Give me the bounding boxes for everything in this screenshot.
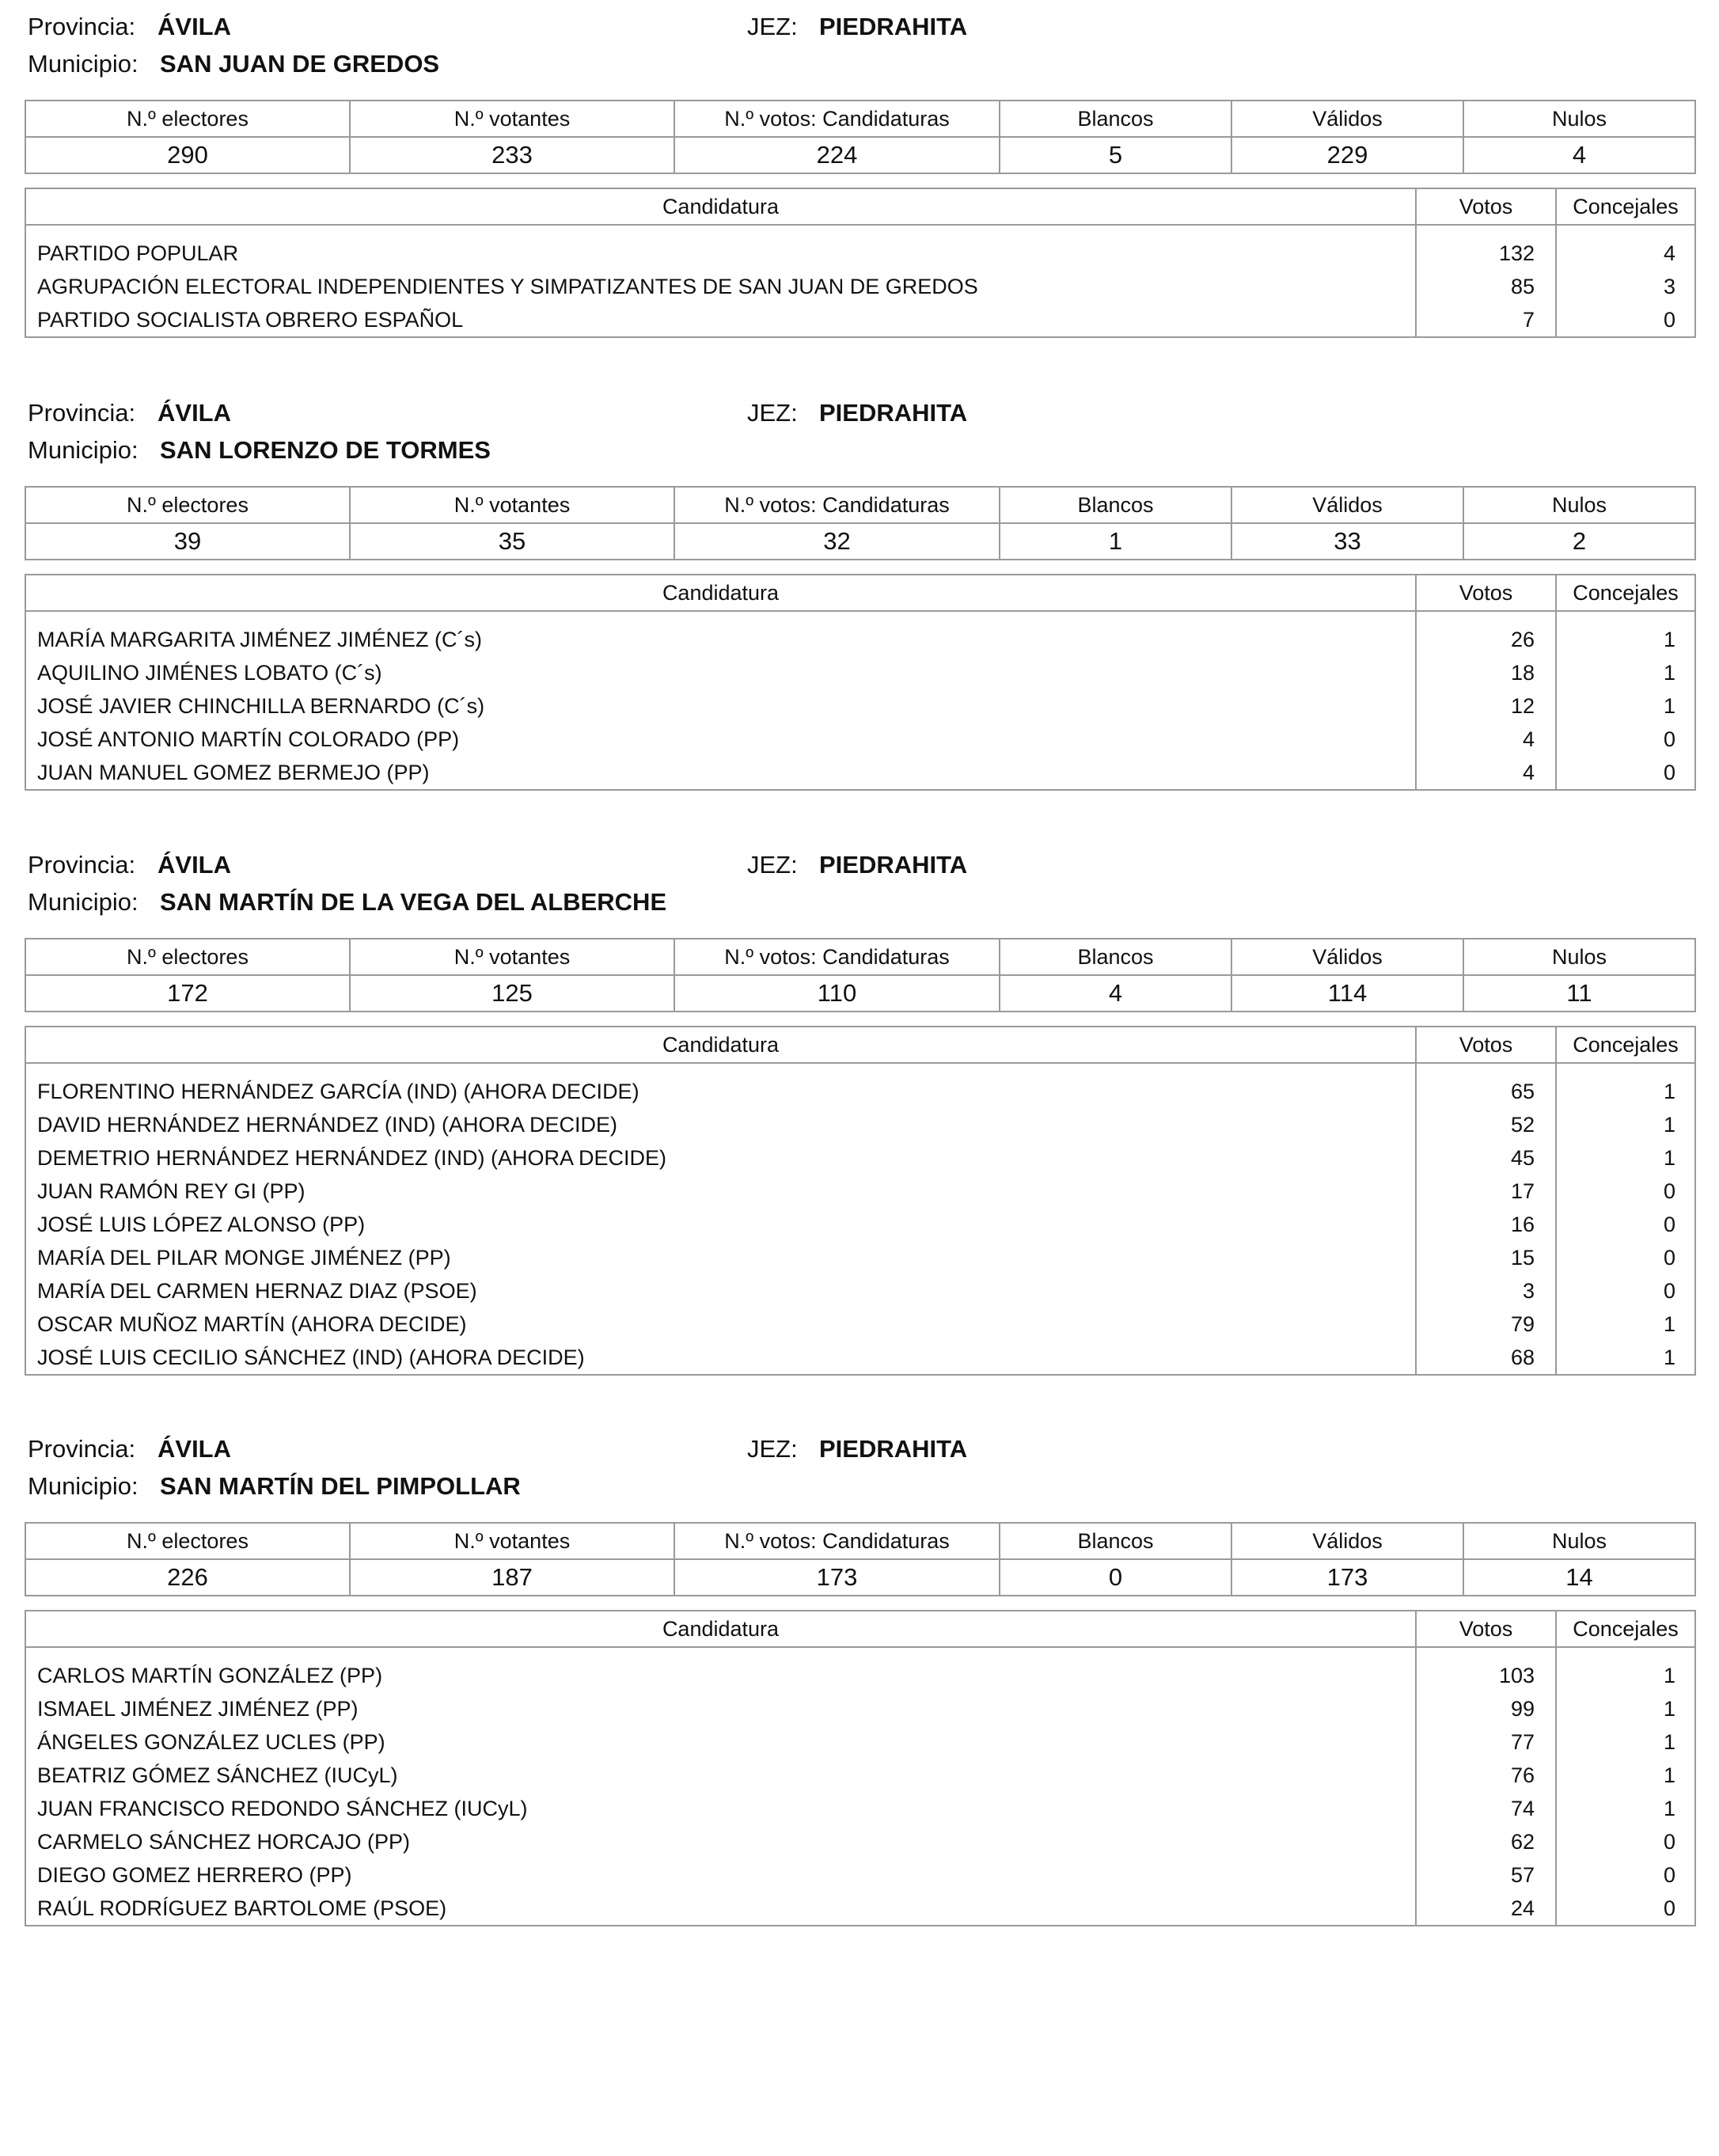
provincia-value: ÁVILA (157, 851, 231, 879)
nulos-value: 4 (1463, 137, 1695, 173)
validos-value: 33 (1231, 523, 1463, 560)
candidate-votos: 57 (1416, 1858, 1556, 1892)
candidate-concejales: 0 (1556, 1274, 1695, 1308)
candidatura-header: Candidatura (25, 1027, 1416, 1063)
electores-header: N.º electores (25, 939, 350, 975)
votos-candidaturas-header: N.º votos: Candidaturas (674, 939, 1000, 975)
electores-value: 226 (25, 1559, 350, 1596)
blancos-value: 0 (1000, 1559, 1231, 1596)
candidate-name: ISMAEL JIMÉNEZ JIMÉNEZ (PP) (25, 1692, 1416, 1725)
candidate-votos: 45 (1416, 1141, 1556, 1175)
candidate-name: JOSÉ ANTONIO MARTÍN COLORADO (PP) (25, 723, 1416, 756)
nulos-header: Nulos (1463, 101, 1695, 137)
candidate-name: AQUILINO JIMÉNES LOBATO (C´s) (25, 656, 1416, 689)
candidate-name: MARÍA MARGARITA JIMÉNEZ JIMÉNEZ (C´s) (25, 611, 1416, 656)
candidate-votos: 7 (1416, 303, 1556, 337)
candidate-name: JUAN MANUEL GOMEZ BERMEJO (PP) (25, 756, 1416, 790)
votos-candidaturas-header: N.º votos: Candidaturas (674, 487, 1000, 523)
summary-header-row (25, 939, 1695, 975)
blancos-value: 1 (1000, 523, 1231, 560)
candidate-row (25, 1308, 1695, 1341)
candidate-name: OSCAR MUÑOZ MARTÍN (AHORA DECIDE) (25, 1308, 1416, 1341)
candidate-concejales: 0 (1556, 1892, 1695, 1926)
candidatura-header: Candidatura (25, 575, 1416, 611)
candidatura-header-row (25, 1027, 1695, 1063)
candidate-concejales: 0 (1556, 1208, 1695, 1241)
candidatura-table (25, 1026, 1696, 1376)
votantes-value: 125 (350, 975, 674, 1012)
candidate-name: DIEGO GOMEZ HERRERO (PP) (25, 1858, 1416, 1892)
candidate-row (25, 1341, 1695, 1375)
candidate-row (25, 303, 1695, 337)
votantes-value: 233 (350, 137, 674, 173)
candidate-votos: 74 (1416, 1792, 1556, 1825)
candidate-name: JUAN RAMÓN REY GI (PP) (25, 1175, 1416, 1208)
candidate-row (25, 1792, 1695, 1825)
blancos-header: Blancos (1000, 1523, 1231, 1559)
candidate-votos: 68 (1416, 1341, 1556, 1375)
electores-header: N.º electores (25, 1523, 350, 1559)
candidate-concejales: 1 (1556, 1725, 1695, 1759)
municipio-block (25, 1435, 1694, 1926)
candidate-row (25, 756, 1695, 790)
summary-table (25, 100, 1696, 174)
candidate-name: CARMELO SÁNCHEZ HORCAJO (PP) (25, 1825, 1416, 1858)
candidate-votos: 65 (1416, 1063, 1556, 1108)
validos-value: 114 (1231, 975, 1463, 1012)
votos-header: Votos (1416, 188, 1556, 225)
candidate-concejales: 0 (1556, 1858, 1695, 1892)
municipio-block (25, 13, 1694, 338)
block-header (25, 1435, 1694, 1522)
votos-candidaturas-value: 32 (674, 523, 1000, 560)
summary-header-row (25, 1523, 1695, 1559)
candidatura-header-row (25, 1611, 1695, 1647)
votos-candidaturas-value: 224 (674, 137, 1000, 173)
candidate-concejales: 1 (1556, 1063, 1695, 1108)
concejales-header: Concejales (1556, 188, 1695, 225)
summary-values-row (25, 137, 1695, 173)
candidate-name: PARTIDO POPULAR (25, 225, 1416, 270)
candidate-concejales: 1 (1556, 1759, 1695, 1792)
candidate-votos: 85 (1416, 270, 1556, 303)
municipio-value: SAN JUAN DE GREDOS (160, 50, 440, 78)
candidate-concejales: 4 (1556, 225, 1695, 270)
jez-value: PIEDRAHITA (819, 851, 968, 879)
candidate-votos: 17 (1416, 1175, 1556, 1208)
blancos-header: Blancos (1000, 101, 1231, 137)
candidate-row (25, 723, 1695, 756)
candidate-concejales: 1 (1556, 1341, 1695, 1375)
candidate-row (25, 1108, 1695, 1141)
candidate-name: BEATRIZ GÓMEZ SÁNCHEZ (IUCyL) (25, 1759, 1416, 1792)
electores-value: 172 (25, 975, 350, 1012)
candidate-row (25, 1241, 1695, 1274)
candidatura-table (25, 188, 1696, 338)
candidate-name: DAVID HERNÁNDEZ HERNÁNDEZ (IND) (AHORA DECIDE) (25, 1108, 1416, 1141)
concejales-header: Concejales (1556, 575, 1695, 611)
candidate-concejales: 1 (1556, 1692, 1695, 1725)
electores-header: N.º electores (25, 101, 350, 137)
candidate-name: MARÍA DEL PILAR MONGE JIMÉNEZ (PP) (25, 1241, 1416, 1274)
candidate-concejales: 1 (1556, 1141, 1695, 1175)
candidate-concejales: 0 (1556, 723, 1695, 756)
candidate-votos: 62 (1416, 1825, 1556, 1858)
candidate-concejales: 1 (1556, 611, 1695, 656)
concejales-header: Concejales (1556, 1611, 1695, 1647)
summary-values-row (25, 975, 1695, 1012)
candidate-row (25, 225, 1695, 270)
candidate-name: RAÚL RODRÍGUEZ BARTOLOME (PSOE) (25, 1892, 1416, 1926)
municipio-label: Municipio: (28, 888, 139, 916)
votos-candidaturas-header: N.º votos: Candidaturas (674, 1523, 1000, 1559)
provincia-value: ÁVILA (157, 399, 231, 427)
candidate-row (25, 270, 1695, 303)
electores-value: 290 (25, 137, 350, 173)
jez-label: JEZ: (747, 1435, 798, 1463)
candidate-votos: 18 (1416, 656, 1556, 689)
votantes-header: N.º votantes (350, 939, 674, 975)
votantes-value: 187 (350, 1559, 674, 1596)
blancos-header: Blancos (1000, 939, 1231, 975)
electores-header: N.º electores (25, 487, 350, 523)
candidate-votos: 103 (1416, 1647, 1556, 1692)
candidate-row (25, 1175, 1695, 1208)
municipio-block (25, 399, 1694, 791)
candidate-row (25, 1692, 1695, 1725)
candidate-votos: 15 (1416, 1241, 1556, 1274)
candidate-name: PARTIDO SOCIALISTA OBRERO ESPAÑOL (25, 303, 1416, 337)
candidate-name: JUAN FRANCISCO REDONDO SÁNCHEZ (IUCyL) (25, 1792, 1416, 1825)
votos-candidaturas-value: 110 (674, 975, 1000, 1012)
candidate-votos: 26 (1416, 611, 1556, 656)
candidate-concejales: 1 (1556, 1792, 1695, 1825)
candidate-row (25, 1141, 1695, 1175)
municipio-label: Municipio: (28, 50, 139, 78)
validos-header: Válidos (1231, 1523, 1463, 1559)
municipio-label: Municipio: (28, 436, 139, 464)
provincia-value: ÁVILA (157, 13, 231, 40)
summary-values-row (25, 1559, 1695, 1596)
jez-label: JEZ: (747, 851, 798, 879)
votos-header: Votos (1416, 1611, 1556, 1647)
summary-table (25, 486, 1696, 560)
candidate-name: DEMETRIO HERNÁNDEZ HERNÁNDEZ (IND) (AHORA DECIDE) (25, 1141, 1416, 1175)
candidate-concejales: 0 (1556, 1175, 1695, 1208)
summary-table (25, 938, 1696, 1012)
candidate-name: CARLOS MARTÍN GONZÁLEZ (PP) (25, 1647, 1416, 1692)
candidate-votos: 16 (1416, 1208, 1556, 1241)
block-header (25, 851, 1694, 938)
candidatura-table (25, 574, 1696, 791)
candidate-votos: 3 (1416, 1274, 1556, 1308)
municipio-value: SAN MARTÍN DEL PIMPOLLAR (160, 1472, 521, 1500)
votos-candidaturas-header: N.º votos: Candidaturas (674, 101, 1000, 137)
provincia-label: Provincia: (28, 399, 136, 427)
validos-value: 173 (1231, 1559, 1463, 1596)
validos-header: Válidos (1231, 487, 1463, 523)
votantes-header: N.º votantes (350, 101, 674, 137)
candidate-votos: 52 (1416, 1108, 1556, 1141)
votantes-header: N.º votantes (350, 1523, 674, 1559)
candidate-name: MARÍA DEL CARMEN HERNAZ DIAZ (PSOE) (25, 1274, 1416, 1308)
candidatura-table (25, 1610, 1696, 1926)
jez-label: JEZ: (747, 13, 798, 40)
blancos-value: 5 (1000, 137, 1231, 173)
candidatura-header: Candidatura (25, 188, 1416, 225)
candidate-name: JOSÉ JAVIER CHINCHILLA BERNARDO (C´s) (25, 689, 1416, 723)
jez-label: JEZ: (747, 399, 798, 427)
nulos-value: 11 (1463, 975, 1695, 1012)
candidate-votos: 24 (1416, 1892, 1556, 1926)
candidate-concejales: 1 (1556, 1108, 1695, 1141)
candidate-row (25, 656, 1695, 689)
candidate-concejales: 0 (1556, 1241, 1695, 1274)
votos-candidaturas-value: 173 (674, 1559, 1000, 1596)
candidate-votos: 4 (1416, 723, 1556, 756)
candidate-row (25, 1759, 1695, 1792)
votantes-value: 35 (350, 523, 674, 560)
validos-header: Válidos (1231, 101, 1463, 137)
candidate-concejales: 1 (1556, 1647, 1695, 1692)
electores-value: 39 (25, 523, 350, 560)
candidate-row (25, 1892, 1695, 1926)
provincia-label: Provincia: (28, 13, 136, 40)
block-header (25, 399, 1694, 486)
votos-header: Votos (1416, 1027, 1556, 1063)
nulos-value: 2 (1463, 523, 1695, 560)
candidate-votos: 76 (1416, 1759, 1556, 1792)
candidate-votos: 99 (1416, 1692, 1556, 1725)
candidate-row (25, 1208, 1695, 1241)
provincia-label: Provincia: (28, 851, 136, 879)
blancos-header: Blancos (1000, 487, 1231, 523)
concejales-header: Concejales (1556, 1027, 1695, 1063)
candidate-row (25, 1063, 1695, 1108)
candidate-votos: 79 (1416, 1308, 1556, 1341)
nulos-header: Nulos (1463, 487, 1695, 523)
candidate-concejales: 0 (1556, 303, 1695, 337)
candidate-votos: 4 (1416, 756, 1556, 790)
candidate-name: FLORENTINO HERNÁNDEZ GARCÍA (IND) (AHORA DECIDE) (25, 1063, 1416, 1108)
summary-header-row (25, 487, 1695, 523)
candidate-concejales: 0 (1556, 1825, 1695, 1858)
nulos-value: 14 (1463, 1559, 1695, 1596)
blancos-value: 4 (1000, 975, 1231, 1012)
municipio-label: Municipio: (28, 1472, 139, 1500)
votantes-header: N.º votantes (350, 487, 674, 523)
provincia-label: Provincia: (28, 1435, 136, 1463)
provincia-value: ÁVILA (157, 1435, 231, 1463)
candidate-concejales: 1 (1556, 1308, 1695, 1341)
candidate-concejales: 3 (1556, 270, 1695, 303)
candidate-row (25, 611, 1695, 656)
candidate-name: AGRUPACIÓN ELECTORAL INDEPENDIENTES Y SIMPATIZANTES DE SAN JUAN DE GREDOS (25, 270, 1416, 303)
municipio-value: SAN LORENZO DE TORMES (160, 436, 491, 464)
block-header (25, 13, 1694, 100)
candidate-row (25, 689, 1695, 723)
jez-value: PIEDRAHITA (819, 1435, 968, 1463)
candidate-name: JOSÉ LUIS LÓPEZ ALONSO (PP) (25, 1208, 1416, 1241)
candidate-concejales: 1 (1556, 689, 1695, 723)
candidate-name: JOSÉ LUIS CECILIO SÁNCHEZ (IND) (AHORA DECIDE) (25, 1341, 1416, 1375)
candidate-concejales: 0 (1556, 756, 1695, 790)
summary-values-row (25, 523, 1695, 560)
candidatura-header-row (25, 188, 1695, 225)
jez-value: PIEDRAHITA (819, 399, 968, 427)
validos-header: Válidos (1231, 939, 1463, 975)
nulos-header: Nulos (1463, 1523, 1695, 1559)
candidate-row (25, 1647, 1695, 1692)
candidate-row (25, 1725, 1695, 1759)
candidate-row (25, 1274, 1695, 1308)
candidate-votos: 12 (1416, 689, 1556, 723)
candidate-votos: 132 (1416, 225, 1556, 270)
votos-header: Votos (1416, 575, 1556, 611)
nulos-header: Nulos (1463, 939, 1695, 975)
candidatura-header-row (25, 575, 1695, 611)
summary-table (25, 1522, 1696, 1596)
jez-value: PIEDRAHITA (819, 13, 968, 40)
candidate-name: ÁNGELES GONZÁLEZ UCLES (PP) (25, 1725, 1416, 1759)
summary-header-row (25, 101, 1695, 137)
candidate-row (25, 1858, 1695, 1892)
validos-value: 229 (1231, 137, 1463, 173)
candidatura-header: Candidatura (25, 1611, 1416, 1647)
municipio-value: SAN MARTÍN DE LA VEGA DEL ALBERCHE (160, 888, 667, 916)
candidate-row (25, 1825, 1695, 1858)
candidate-votos: 77 (1416, 1725, 1556, 1759)
candidate-concejales: 1 (1556, 656, 1695, 689)
municipio-block (25, 851, 1694, 1376)
